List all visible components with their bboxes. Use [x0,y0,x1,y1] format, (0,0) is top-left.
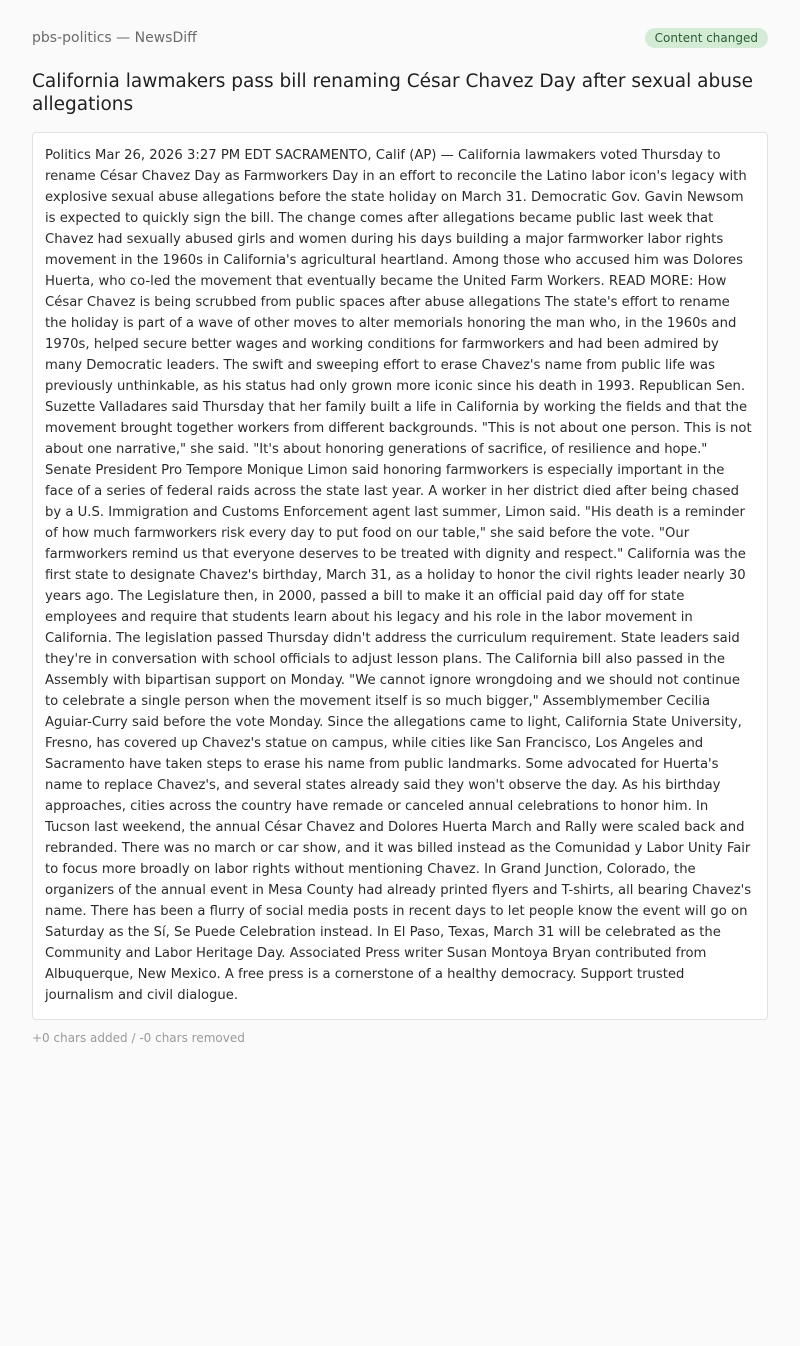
top-bar [32,28,768,48]
article-body [32,132,768,1020]
article-title: California lawmakers pass bill renaming César Chavez Day after sexual abuse allegations [32,71,753,115]
source-label: pbs-politics — NewsDiff [32,30,197,46]
article-body-text: Politics Mar 26, 2026 3:27 PM EDT SACRAMENTO, Calif (AP) — California lawmakers voted Thursday to rename César Chavez Day as Farmworkers Day in an effort to reconcile the Latino labor icon's legacy with explosive sexual abuse allegations before the state holiday on March 31. Democratic Gov. Gavin Newsom is expected to quickly sign the bill. The change comes after allegations became public last week that Chavez had sexually abused girls and women during his days building a major farmworker labor rights movement in the 1960s in California's agricultural heartland. Among those who accused him was Dolores Huerta, who co-led the movement that eventually became the United Farm Workers. READ MORE: How César Chavez is being scrubbed from public spaces after abuse allegations The state's effort to rename the holiday is part of a wave of other moves to alter memorials honoring the man who, in the 1960s and 1970s, helped secure better wages and working conditions for farmworkers and had been admired by many Democratic leaders. The swift and sweeping effort to erase Chavez's name from public life was previously unthinkable, as his status had only grown more iconic since his death in 1993. Republican Sen. Suzette Valladares said Thursday that her family built a life in California by working the fields and that the movement brought together workers from different backgrounds. "This is not about one person. This is not about one narrative," she said. "It's about honoring generations of sacrifice, of resilience and hope." Senate President Pro Tempore Monique Limon said honoring farmworkers is especially important in the face of a series of federal raids across the state last year. A worker in her district died after being chased by a U.S. Immigration and Customs Enforcement agent last summer, Limon said. "His death is a reminder of how much farmworkers risk every day to put food on our table," she said before the vote. "Our farmworkers remind us that everyone deserves to be treated with dignity and respect." California was the first state to designate Chavez's birthday, March 31, as a holiday to honor the civil rights leader nearly 30 years ago. The Legislature then, in 2000, passed a bill to make it an official paid day off for state employees and require that students learn about his legacy and his role in the labor movement in California. The legislation passed Thursday didn't address the curriculum requirement. State leaders said they're in conversation with school officials to adjust lesson plans. The California bill also passed in the Assembly with bipartisan support on Monday. "We cannot ignore wrongdoing and we should not continue to celebrate a single person when the movement itself is so much bigger," Assemblymember Cecilia Aguiar-Curry said before the vote Monday. Since the allegations came to light, California State University, Fresno, has covered up Chavez's statue on campus, while cities like San Francisco, Los Angeles and Sacramento have taken steps to erase his name from public landmarks. Some advocated for Huerta's name to replace Chavez's, and several states already said they won't observe the day. As his birthday approaches, cities across the country have remade or canceled annual celebrations to honor him. In Tucson last weekend, the annual César Chavez and Dolores Huerta March and Rally were scaled back and rebranded. There was no march or car show, and it was billed instead as the Comunidad y Labor Unity Fair to focus more broadly on labor rights without mentioning Chavez. In Grand Junction, Colorado, the organizers of the annual event in Mesa County had already printed flyers and T-shirts, all bearing Chavez's name. There has been a flurry of social media posts in recent days to let people know the event will go on Saturday as the Sí, Se Puede Celebration instead. In El Paso, Texas, March 31 will be celebrated as the Community and Labor Heritage Day. Associated Press writer Susan Montoya Bryan contributed from Albuquerque, New Mexico. A free press is a cornerstone of a healthy democracy. Support trusted journalism and civil dialogue. [45,148,752,1003]
diff-summary: +0 chars added / -0 chars removed [32,1031,245,1045]
status-badge: Content changed [645,28,768,48]
